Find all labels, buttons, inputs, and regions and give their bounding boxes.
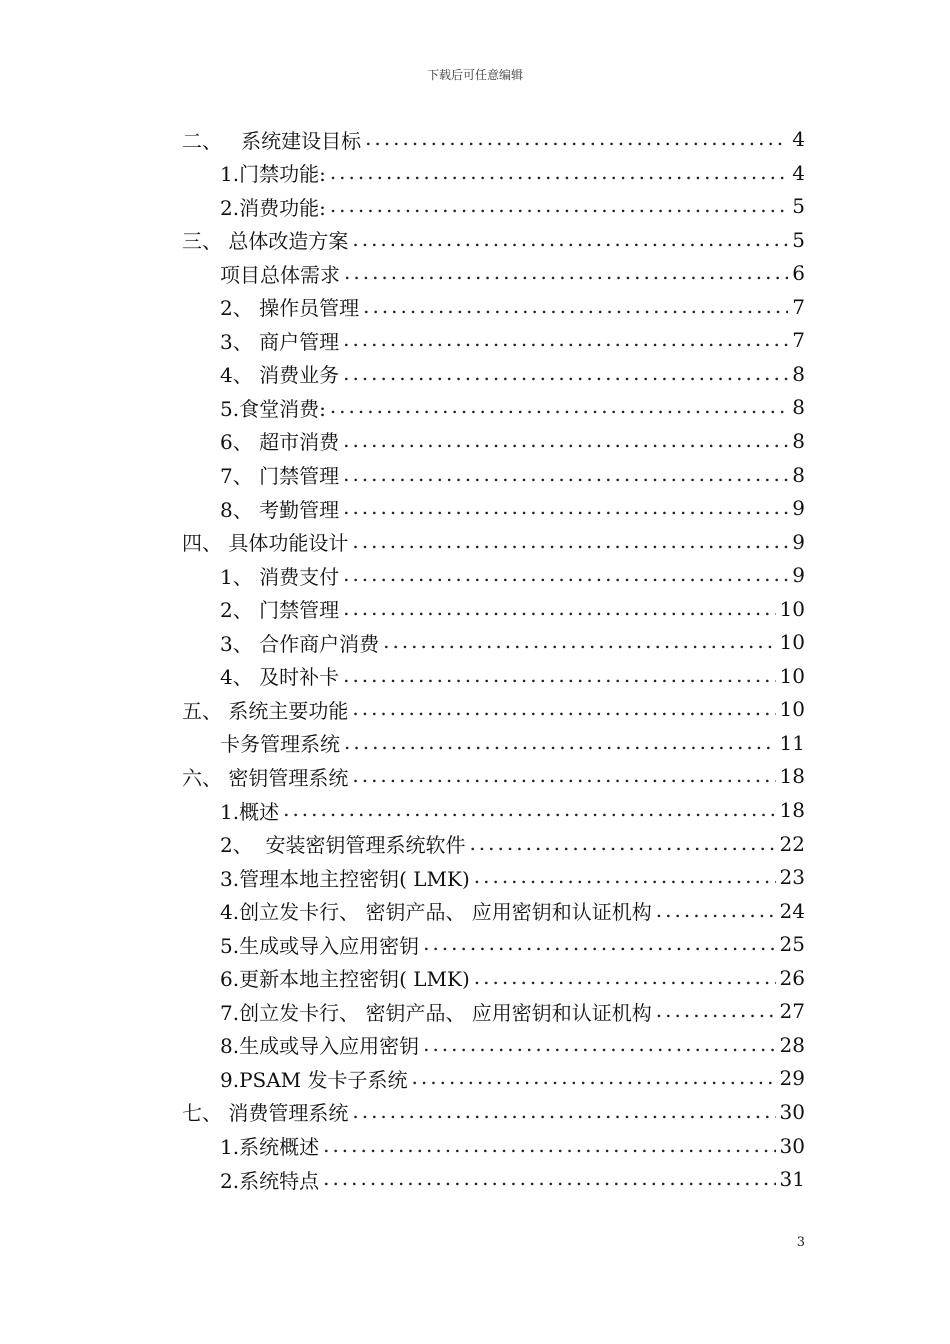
- toc-entry-page: 10: [779, 663, 805, 688]
- toc-entry[interactable]: [220, 323, 805, 357]
- page-header: 下载后可任意编辑: [426, 68, 523, 82]
- toc-entry-title: 1.系统概述: [220, 1135, 320, 1159]
- toc-dot-leader: [343, 462, 788, 486]
- toc-dot-leader: [352, 696, 775, 720]
- toc-entry[interactable]: [220, 424, 805, 458]
- toc-entry-title: 四、 具体功能设计: [182, 531, 349, 556]
- toc-entry-page: 7: [792, 294, 805, 319]
- toc-entry[interactable]: [220, 726, 805, 760]
- toc-entry[interactable]: [220, 827, 805, 861]
- toc-entry-page: 8: [792, 395, 805, 420]
- toc-entry-page: 22: [779, 831, 805, 856]
- toc-dot-leader: [343, 562, 788, 586]
- toc-entry[interactable]: [220, 290, 805, 324]
- toc-entry[interactable]: [182, 692, 805, 726]
- toc-entry-page: 10: [779, 596, 805, 621]
- toc-dot-leader: [423, 1032, 775, 1056]
- toc-entry-title: 2、 门禁管理: [220, 598, 340, 623]
- toc-entry[interactable]: [220, 1061, 805, 1095]
- toc-entry-page: 4: [792, 127, 805, 151]
- toc-entry-page: 30: [779, 1099, 805, 1124]
- toc-dot-leader: [656, 998, 776, 1022]
- toc-entry[interactable]: [220, 860, 805, 894]
- toc-entry-title: 七、 消费管理系统: [182, 1101, 349, 1126]
- toc-dot-leader: [474, 864, 776, 888]
- toc-entry-title: 2.消费功能:: [220, 195, 326, 220]
- toc-entry[interactable]: [220, 1028, 805, 1062]
- toc-dot-leader: [330, 160, 788, 184]
- toc-entry-title: 项目总体需求: [220, 262, 340, 287]
- toc-entry-page: 8: [792, 361, 805, 386]
- toc-entry-page: 30: [779, 1133, 805, 1158]
- toc-entry-title: 1.门禁功能:: [220, 162, 326, 187]
- toc-entry-page: 8: [792, 462, 805, 487]
- toc-dot-leader: [352, 763, 775, 787]
- toc-entry[interactable]: [220, 994, 805, 1028]
- toc-entry[interactable]: [182, 122, 805, 156]
- toc-entry[interactable]: [220, 357, 805, 391]
- toc-dot-leader: [330, 394, 788, 418]
- toc-dot-leader: [343, 361, 788, 385]
- page-number: 3: [796, 1235, 805, 1250]
- toc-entry-page: 5: [792, 194, 805, 219]
- toc-entry-title: 6、 超市消费: [220, 430, 340, 455]
- toc-entry-page: 10: [779, 697, 805, 722]
- toc-entry-page: 28: [779, 1032, 805, 1057]
- toc-entry-title: 1.概述: [220, 799, 280, 824]
- toc-entry-title: 六、 密钥管理系统: [182, 765, 349, 790]
- toc-dot-leader: [352, 227, 788, 251]
- toc-dot-leader: [343, 663, 775, 687]
- toc-entry-title: 卡务管理系统: [220, 732, 340, 757]
- toc-dot-leader: [323, 1133, 775, 1157]
- toc-entry-title: 9.PSAM 发卡子系统: [220, 1067, 408, 1092]
- toc-entry-page: 6: [792, 261, 805, 286]
- toc-entry-title: 二、 系统建设目标: [182, 128, 362, 153]
- toc-entry-title: 7、 门禁管理: [220, 464, 340, 488]
- toc-entry-page: 5: [792, 227, 805, 252]
- toc-entry[interactable]: [220, 491, 805, 525]
- toc-entry-title: 4、 消费业务: [220, 363, 340, 388]
- toc-dot-leader: [352, 529, 788, 553]
- toc-entry[interactable]: [220, 189, 805, 223]
- toc-entry[interactable]: [220, 156, 805, 190]
- toc-entry[interactable]: [220, 458, 805, 492]
- toc-entry[interactable]: [220, 659, 805, 693]
- toc-entry-page: 18: [779, 798, 805, 822]
- toc-entry-page: 24: [779, 898, 805, 923]
- toc-dot-leader: [474, 965, 776, 989]
- toc-entry[interactable]: [182, 525, 805, 559]
- toc-dot-leader: [344, 730, 776, 754]
- toc-entry-title: 五、 系统主要功能: [182, 698, 349, 723]
- toc-entry[interactable]: [220, 592, 805, 626]
- toc-dot-leader: [343, 596, 775, 620]
- toc-dot-leader: [330, 193, 788, 217]
- toc-entry[interactable]: [220, 625, 805, 659]
- toc-entry-title: 2.系统特点: [220, 1168, 320, 1193]
- toc-entry-page: 11: [779, 730, 805, 755]
- toc-entry[interactable]: [220, 1129, 805, 1163]
- toc-entry-title: 三、 总体改造方案: [182, 229, 349, 254]
- toc-entry[interactable]: [182, 759, 805, 793]
- toc-entry[interactable]: [220, 894, 805, 928]
- toc-entry-title: 2、 操作员管理: [220, 296, 360, 321]
- toc-entry-title: 8.生成或导入应用密钥: [220, 1034, 420, 1059]
- toc-dot-leader: [283, 797, 775, 821]
- toc-entry-page: 23: [779, 865, 805, 890]
- toc-entry-page: 9: [792, 496, 805, 521]
- toc-entry-title: 3.管理本地主控密钥( LMK): [220, 866, 470, 891]
- toc-entry[interactable]: [220, 927, 805, 961]
- toc-entry-title: 5.生成或导入应用密钥: [220, 933, 420, 958]
- toc-entry[interactable]: [220, 961, 805, 995]
- toc-dot-leader: [365, 126, 788, 150]
- toc-dot-leader: [343, 495, 788, 519]
- toc-entry-title: 6.更新本地主控密钥( LMK): [220, 967, 470, 992]
- toc-dot-leader: [383, 629, 775, 653]
- toc-entry[interactable]: [182, 1095, 805, 1129]
- toc-entry-page: 27: [779, 999, 805, 1024]
- toc-entry-page: 8: [792, 428, 805, 453]
- toc-entry-page: 4: [792, 160, 805, 185]
- toc-entry-title: 2、 安装密钥管理系统软件: [220, 833, 466, 858]
- toc-entry-title: 7.创立发卡行、 密钥产品、 应用密钥和认证机构: [220, 1000, 652, 1025]
- toc-dot-leader: [352, 1099, 775, 1123]
- toc-entry-title: 3、 商户管理: [220, 329, 340, 354]
- toc-entry-page: 31: [779, 1167, 805, 1192]
- toc-entry-page: 25: [779, 932, 805, 957]
- toc-entry[interactable]: [220, 390, 805, 424]
- toc-entry[interactable]: [182, 223, 805, 257]
- toc-entry-page: 29: [779, 1066, 805, 1091]
- toc-entry-page: 7: [792, 328, 805, 353]
- toc-dot-leader: [423, 931, 775, 955]
- toc-dot-leader: [412, 1065, 776, 1089]
- toc-entry-page: 9: [792, 529, 805, 554]
- toc-entry-page: 18: [779, 764, 805, 789]
- toc-dot-leader: [363, 294, 788, 318]
- toc-entry-title: 3、 合作商户消费: [220, 631, 380, 656]
- toc-entry[interactable]: [220, 1162, 805, 1196]
- toc-entry[interactable]: [220, 558, 805, 592]
- toc-dot-leader: [656, 898, 776, 922]
- toc-entry-page: 9: [792, 563, 805, 588]
- toc-entry-title: 4、 及时补卡: [220, 665, 340, 690]
- toc-entry-title: 4.创立发卡行、 密钥产品、 应用密钥和认证机构: [220, 900, 652, 925]
- toc-entry-title: 8、 考勤管理: [220, 497, 340, 522]
- toc-entry-page: 10: [779, 630, 805, 655]
- toc-dot-leader: [343, 327, 788, 351]
- toc-entry-title: 5.食堂消费:: [220, 396, 326, 421]
- toc-dot-leader: [344, 260, 788, 284]
- toc-entry-title: 1、 消费支付: [220, 564, 340, 589]
- toc-entry-page: 26: [779, 965, 805, 990]
- toc-dot-leader: [343, 428, 788, 452]
- toc-entry[interactable]: [220, 793, 805, 827]
- toc-entry[interactable]: [220, 256, 805, 290]
- toc-dot-leader: [323, 1166, 775, 1190]
- toc-dot-leader: [469, 831, 775, 855]
